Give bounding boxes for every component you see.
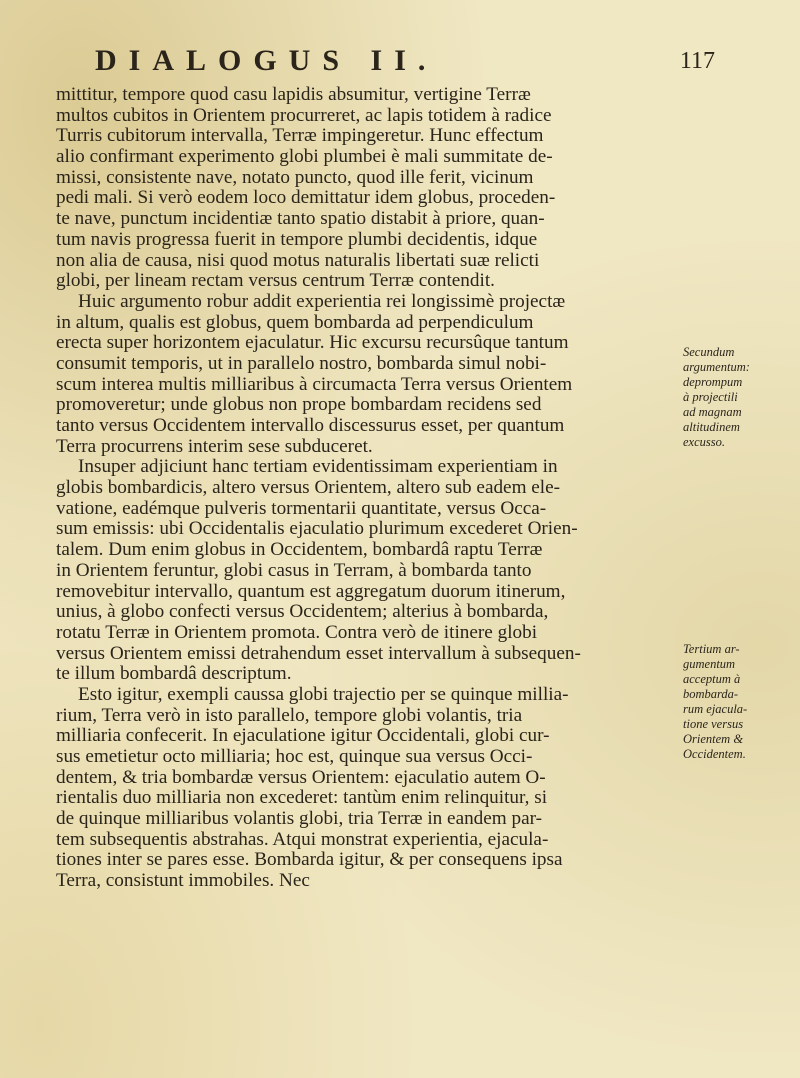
margin-note-line: Occidentem. (683, 747, 746, 761)
body-text (56, 85, 676, 892)
text-line: in Orientem feruntur, globi casus in Terram, à bombarda tanto (56, 559, 532, 581)
margin-note-line: ad magnam (683, 405, 742, 419)
margin-note-line: argumentum: (683, 360, 750, 374)
margin-note-second-argument (683, 345, 798, 450)
text-line: tanto versus Occidentem intervallo discessurus esset, per quantum (56, 415, 565, 436)
margin-note-line: Orientem & (683, 732, 744, 746)
running-title: DIALOGUS II. (95, 44, 438, 77)
text-line: globi, per lineam rectam versus centrum Terræ contendit. (56, 270, 495, 292)
text-line: sum emissis: ubi Occidentalis ejaculatio plurimum excederet Orien- (56, 518, 578, 540)
text-line: non alia de causa, nisi quod motus naturalis libertati suæ relicti (56, 249, 540, 271)
text-line: sus emetietur octo milliaria; hoc est, quinque sua versus Occi- (56, 746, 533, 767)
text-line: tiones inter se pares esse. Bombarda igitur, & per consequens ipsa (56, 849, 563, 871)
margin-note-line: deprompum (683, 375, 743, 389)
text-line: multos cubitos in Orientem procurreret, ac lapis totidem à radice (56, 104, 552, 126)
margin-note-line: tione versus (683, 717, 744, 731)
text-line: tem subsequentis abstrahas. Atqui monstrat experientia, ejacula- (56, 828, 549, 850)
text-line: rotatu Terræ in Orientem promota. Contra verò de itinere globi (56, 621, 538, 643)
margin-note-line: rum ejacula- (683, 702, 748, 716)
margin-note-line: gumentum (683, 657, 736, 671)
text-line: milliaria confecerit. In ejaculatione igitur Occidentali, globi cur- (56, 725, 550, 747)
text-line: rium, Terra verò in isto parallelo, tempore globi volantis, tria (56, 704, 523, 726)
text-line: mittitur, tempore quod casu lapidis absumitur, vertigine Terræ (56, 84, 531, 105)
page-number: 117 (679, 48, 715, 74)
text-line: removebitur intervallo, quantum est aggregatum duorum itinerum, (56, 580, 566, 602)
text-line: de quinque milliaribus volantis globi, tria Terræ in eandem par- (56, 808, 543, 830)
margin-note-line: bombarda- (683, 687, 739, 701)
text-line: pedi mali. Si verò eodem loco demittatur idem globus, proceden- (56, 187, 556, 209)
paragraph-start-line: Esto igitur, exempli caussa globi trajectio per se quinque millia- (78, 683, 569, 705)
text-line: Terra procurrens interim sese subduceret. (56, 435, 373, 457)
text-line: promoveretur; unde globus non prope bombardam recidens sed (56, 394, 542, 416)
text-line: te illum bombardâ descriptum. (56, 663, 292, 685)
text-line: scum interea multis milliaribus à circumacta Terra versus Orientem (56, 373, 573, 395)
margin-note-line: altitudinem (683, 420, 740, 434)
margin-note-line: Secundum (683, 345, 735, 359)
text-line: rientalis duo milliaria non excederet: tantùm enim relinquitur, si (56, 787, 548, 809)
text-line: missi, consistente nave, notato puncto, quod ille ferit, vicinum (56, 166, 534, 188)
text-line: globis bombardicis, altero versus Orientem, altero sub eadem ele- (56, 477, 561, 499)
text-line: versus Orientem emissi detrahendum esset intervallum à subsequen- (56, 642, 581, 664)
text-line: erecta super horizontem ejaculatur. Hic excursu recursûque tantum (56, 332, 569, 354)
margin-note-third-argument (683, 642, 798, 762)
margin-note-line: Tertium ar- (683, 642, 740, 656)
text-line: alio confirmant experimento globi plumbei è mali summitate de- (56, 146, 553, 168)
text-line: Turris cubitorum intervalla, Terræ impingeretur. Hunc effectum (56, 125, 544, 147)
text-line: in altum, qualis est globus, quem bombarda ad perpendiculum (56, 311, 534, 333)
paragraph-start-line: Huic argumento robur addit experientia rei longissimè projectæ (78, 290, 566, 312)
paragraph-start-line: Insuper adjiciunt hanc tertiam evidentissimam experientiam in (78, 456, 558, 478)
text-line: te nave, punctum incidentiæ tanto spatio distabit à priore, quan- (56, 208, 545, 230)
text-line: unius, à globo confecti versus Occidentem; alterius à bombarda, (56, 601, 549, 623)
page-header (95, 44, 715, 80)
margin-note-line: à projectili (683, 390, 738, 404)
margin-note-line: acceptum à (683, 672, 741, 686)
text-line: vatione, eadémque pulveris tormentarii quantitate, versus Occa- (56, 497, 547, 519)
margin-note-line: excusso. (683, 435, 725, 449)
text-line: consumit temporis, ut in parallelo nostro, bombarda simul nobi- (56, 352, 547, 374)
text-line: dentem, & tria bombardæ versus Orientem: ejaculatio autem O- (56, 766, 546, 788)
text-line: tum navis progressa fuerit in tempore plumbi decidentis, idque (56, 228, 538, 250)
text-line: Terra, consistunt immobiles. Nec (56, 870, 310, 892)
text-line: talem. Dum enim globus in Occidentem, bombardâ raptu Terræ (56, 539, 543, 561)
